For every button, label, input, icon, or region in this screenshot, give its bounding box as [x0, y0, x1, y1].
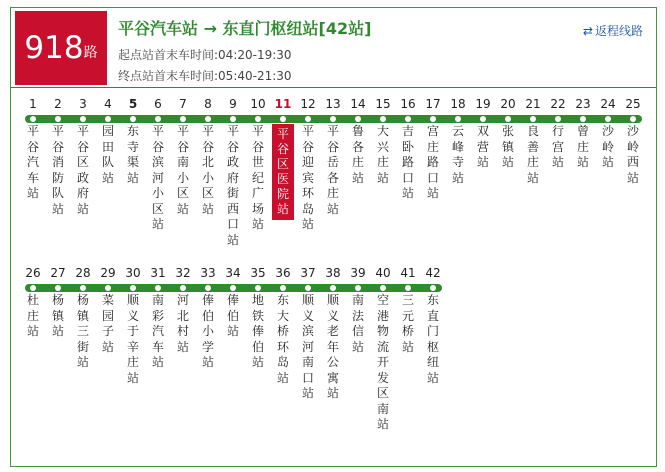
stop-21[interactable] [522, 96, 544, 186]
stop-number: 18 [450, 97, 466, 111]
stop-20[interactable] [497, 96, 519, 171]
stop-number: 39 [350, 266, 366, 280]
stop-number: 25 [625, 97, 641, 111]
stop-7[interactable] [172, 96, 194, 217]
stop-14[interactable] [347, 96, 369, 186]
stop-number: 28 [75, 266, 91, 280]
stop-name: 东直门枢纽站 [426, 293, 439, 385]
stop-number: 22 [550, 97, 566, 111]
stop-number: 16 [400, 97, 416, 111]
stop-name: 平谷汽车站 [26, 124, 39, 200]
stop-35[interactable] [247, 265, 269, 371]
stop-number: 41 [400, 266, 416, 280]
stop-19[interactable] [472, 96, 494, 171]
stop-number: 10 [250, 97, 266, 111]
stop-number: 29 [100, 266, 116, 280]
stop-marker [130, 285, 136, 291]
stop-number: 42 [425, 266, 441, 280]
stop-4[interactable] [97, 96, 119, 186]
stop-number: 3 [79, 97, 87, 111]
stop-number: 17 [425, 97, 441, 111]
end-times: 终点站首末车时间:05:40-21:30 [118, 69, 292, 83]
stop-name: 南彩汽车站 [151, 293, 164, 369]
stop-marker [355, 285, 361, 291]
stop-marker [380, 285, 386, 291]
stop-marker [405, 116, 411, 122]
stop-marker [80, 285, 86, 291]
stop-name: 俸伯站 [226, 293, 239, 338]
stop-name: 杨镇站 [51, 293, 64, 338]
stop-marker [105, 116, 111, 122]
stop-number: 40 [375, 266, 391, 280]
stop-marker [455, 116, 461, 122]
stop-marker [80, 116, 86, 122]
route-number: 918 [24, 30, 84, 66]
stop-name: 平谷南小区站 [176, 124, 189, 216]
stop-name: 双营站 [476, 124, 489, 169]
stop-marker [355, 116, 361, 122]
stop-number: 31 [150, 266, 166, 280]
route-number-badge [15, 11, 107, 85]
stop-30[interactable] [122, 265, 144, 386]
stop-marker [430, 285, 436, 291]
stop-34[interactable] [222, 265, 244, 340]
route-title: 平谷汽车站 → 东直门枢纽站[42站] [118, 19, 372, 38]
stop-marker [330, 285, 336, 291]
stop-27[interactable] [47, 265, 69, 340]
stop-name: 沙岭西站 [626, 124, 639, 185]
stop-name: 顺义滨河南口站 [301, 293, 314, 400]
stop-36[interactable] [272, 265, 294, 386]
header-divider [11, 87, 656, 88]
stop-name: 吉卧路口站 [401, 124, 414, 200]
stop-3[interactable] [72, 96, 94, 217]
stop-22[interactable] [547, 96, 569, 171]
stop-number: 1 [29, 97, 37, 111]
stop-name: 俸伯小学站 [201, 293, 214, 369]
return-route-link[interactable] [583, 22, 643, 39]
stop-name: 菜园子站 [101, 293, 114, 354]
stop-number: 23 [575, 97, 591, 111]
stop-marker [630, 116, 636, 122]
stop-marker [205, 116, 211, 122]
stop-marker [30, 285, 36, 291]
stop-name: 空港物流开发区南站 [376, 293, 389, 431]
stop-42[interactable] [422, 265, 444, 386]
stop-name: 平谷世纪广场站 [251, 124, 264, 231]
stop-31[interactable] [147, 265, 169, 371]
stop-number: 19 [475, 97, 491, 111]
stop-number: 4 [104, 97, 112, 111]
stop-number: 32 [175, 266, 191, 280]
stop-marker [380, 116, 386, 122]
stop-name: 宫庄路口站 [426, 124, 439, 200]
stop-24[interactable] [597, 96, 619, 171]
stop-marker [180, 285, 186, 291]
stop-15[interactable] [372, 96, 394, 186]
stop-number: 26 [25, 266, 41, 280]
stop-marker [480, 116, 486, 122]
stop-number: 20 [500, 97, 516, 111]
stop-marker [405, 285, 411, 291]
stop-name: 平谷政府街西口站 [226, 124, 239, 247]
stop-marker [155, 116, 161, 122]
stop-name: 平谷区医院站 [272, 124, 294, 220]
stop-number: 35 [250, 266, 266, 280]
stop-name: 平谷区政府站 [76, 124, 89, 216]
stop-number: 15 [375, 97, 391, 111]
stop-name: 河北村站 [176, 293, 189, 354]
stop-name: 平谷岳各庄站 [326, 124, 339, 216]
stop-number: 37 [300, 266, 316, 280]
stop-marker [105, 285, 111, 291]
stop-name: 东大桥环岛站 [276, 293, 289, 385]
stop-marker [30, 116, 36, 122]
stop-name: 平谷北小区站 [201, 124, 214, 216]
stop-name: 南法信站 [351, 293, 364, 354]
stop-marker [230, 285, 236, 291]
stop-name: 张镇站 [501, 124, 514, 169]
stop-name: 鲁各庄站 [351, 124, 364, 185]
stop-18[interactable] [447, 96, 469, 186]
stop-number: 7 [179, 97, 187, 111]
stop-number: 13 [325, 97, 341, 111]
stop-number: 27 [50, 266, 66, 280]
stop-marker [305, 285, 311, 291]
route-suffix: 路 [83, 45, 98, 61]
stop-23[interactable] [572, 96, 594, 171]
stop-marker [430, 116, 436, 122]
stop-name: 大兴庄站 [376, 124, 389, 185]
stop-marker [330, 116, 336, 122]
stop-name: 东寺渠站 [126, 124, 139, 185]
stop-name: 地铁俸伯站 [251, 293, 264, 369]
stop-number: 30 [125, 266, 141, 280]
stop-number: 2 [54, 97, 62, 111]
stop-name: 顺义于辛庄站 [126, 293, 139, 385]
stop-name: 三元桥站 [401, 293, 414, 354]
stop-marker [305, 116, 311, 122]
stop-number: 38 [325, 266, 341, 280]
stop-number: 14 [350, 97, 366, 111]
stop-name: 平谷消防队站 [51, 124, 64, 216]
stop-32[interactable] [172, 265, 194, 355]
stop-8[interactable] [197, 96, 219, 217]
stop-17[interactable] [422, 96, 444, 202]
stop-marker [580, 116, 586, 122]
stop-number: 21 [525, 97, 541, 111]
stop-number: 6 [154, 97, 162, 111]
stop-number: 11 [274, 97, 292, 111]
stop-5[interactable] [122, 96, 144, 186]
stop-26[interactable] [22, 265, 44, 340]
stop-1[interactable] [22, 96, 44, 202]
stop-number: 33 [200, 266, 216, 280]
stop-name: 行宫站 [551, 124, 564, 169]
stop-marker [280, 285, 286, 291]
stop-marker [605, 116, 611, 122]
stop-29[interactable] [97, 265, 119, 355]
stop-number: 24 [600, 97, 616, 111]
stop-number: 12 [300, 97, 316, 111]
stop-41[interactable] [397, 265, 419, 355]
stop-name: 杨镇三街站 [76, 293, 89, 369]
stop-2[interactable] [47, 96, 69, 217]
swap-arrows-icon: ⇄ [582, 24, 593, 38]
start-times: 起点站首末车时间:04:20-19:30 [118, 48, 292, 62]
stop-number: 8 [204, 97, 212, 111]
stop-number: 9 [229, 97, 237, 111]
stop-marker [155, 285, 161, 291]
stop-marker [280, 116, 286, 122]
stop-number: 34 [225, 266, 241, 280]
stop-28[interactable] [72, 265, 94, 371]
stop-marker [555, 116, 561, 122]
stop-marker [530, 116, 536, 122]
stop-33[interactable] [197, 265, 219, 371]
stop-name: 平谷迎宾环岛站 [301, 124, 314, 231]
stop-marker [205, 285, 211, 291]
stop-number: 36 [275, 266, 291, 280]
stop-name: 平谷滨河小区站 [151, 124, 164, 231]
stop-marker [255, 285, 261, 291]
stop-marker [55, 116, 61, 122]
stop-marker [130, 116, 136, 122]
stop-name: 杜庄站 [26, 293, 39, 338]
stop-13[interactable] [322, 96, 344, 217]
stop-marker [255, 116, 261, 122]
stop-number: 5 [128, 97, 138, 111]
stop-16[interactable] [397, 96, 419, 202]
stop-marker [55, 285, 61, 291]
return-route-label: 返程线路 [594, 24, 643, 38]
stop-name: 沙岭站 [601, 124, 614, 169]
stop-25[interactable] [622, 96, 644, 186]
stop-marker [505, 116, 511, 122]
stop-name: 顺义老年公寓站 [326, 293, 339, 400]
stop-marker [230, 116, 236, 122]
stop-name: 云峰寺站 [451, 124, 464, 185]
stop-name: 曾庄站 [576, 124, 589, 169]
stop-name: 园田队站 [101, 124, 114, 185]
stop-name: 良善庄站 [526, 124, 539, 185]
stop-39[interactable] [347, 265, 369, 355]
stop-11[interactable] [272, 96, 294, 220]
stop-marker [180, 116, 186, 122]
